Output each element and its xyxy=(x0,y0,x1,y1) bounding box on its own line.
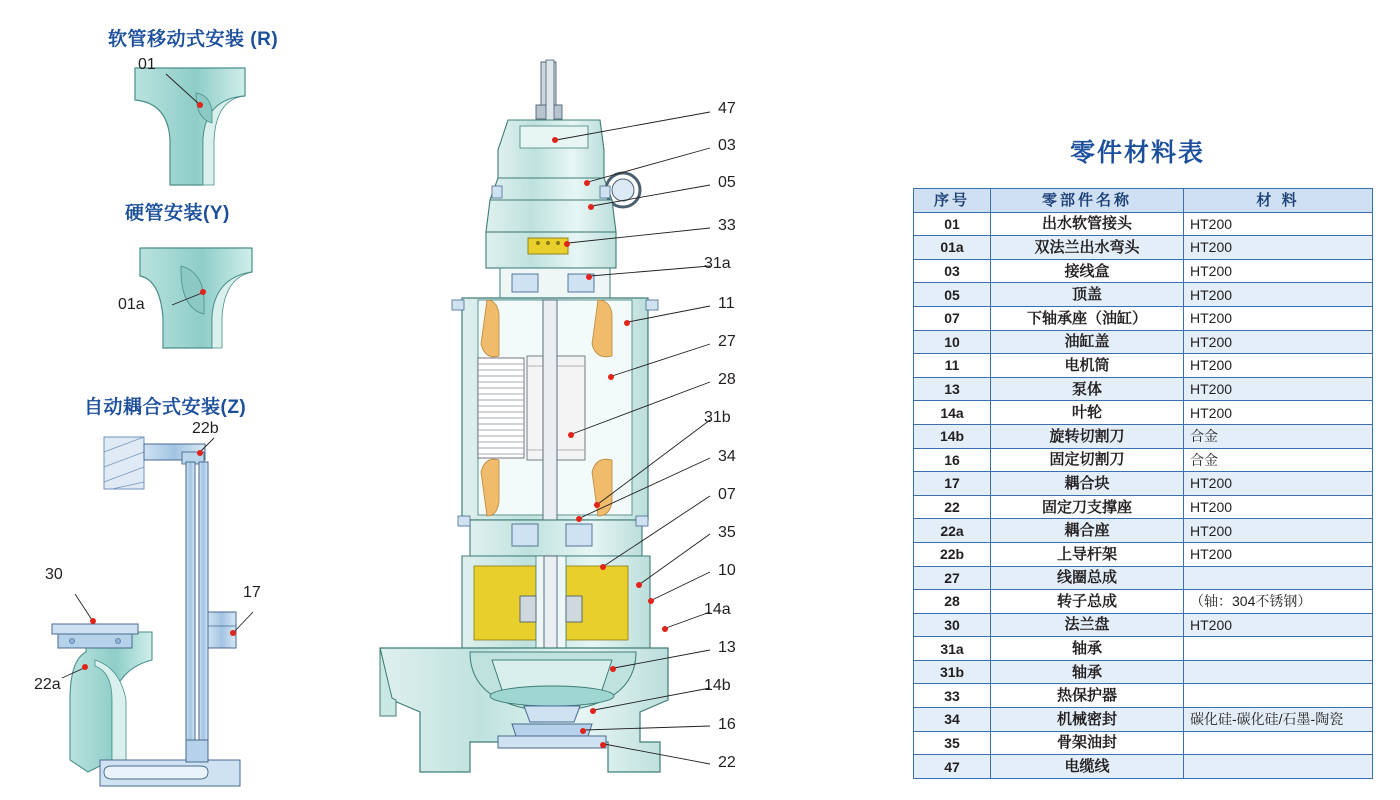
cell-no: 16 xyxy=(914,448,991,472)
table-row xyxy=(914,731,1373,755)
pump-callout-11: 11 xyxy=(718,295,735,312)
table-row xyxy=(914,660,1373,684)
table-row xyxy=(914,354,1373,378)
cell-material xyxy=(1184,637,1373,661)
cell-material: HT200 xyxy=(1184,542,1373,566)
cell-material: HT200 xyxy=(1184,401,1373,425)
pump-callout-47: 47 xyxy=(718,100,736,117)
table-row xyxy=(914,755,1373,779)
callout-22b: 22b xyxy=(192,420,219,437)
cell-material: HT200 xyxy=(1184,354,1373,378)
table-row xyxy=(914,495,1373,519)
pump-callout-22: 22 xyxy=(718,754,736,771)
cell-no: 11 xyxy=(914,354,991,378)
material-table xyxy=(913,188,1373,779)
table-row xyxy=(914,377,1373,401)
pump-callout-35: 35 xyxy=(718,524,736,541)
cell-material: HT200 xyxy=(1184,236,1373,260)
cell-material xyxy=(1184,566,1373,590)
installation-z-drawing xyxy=(52,437,253,786)
cell-name: 出水软管接头 xyxy=(991,212,1184,236)
cell-no: 35 xyxy=(914,731,991,755)
cell-no: 01a xyxy=(914,236,991,260)
table-row xyxy=(914,448,1373,472)
cell-material: （轴：304不锈钢） xyxy=(1184,590,1373,614)
table-row xyxy=(914,259,1373,283)
cell-no: 22a xyxy=(914,519,991,543)
cell-name: 轴承 xyxy=(991,637,1184,661)
cell-name: 固定切割刀 xyxy=(991,448,1184,472)
table-title: 零件材料表 xyxy=(1070,139,1206,167)
header-material: 材 料 xyxy=(1184,189,1373,213)
table-row xyxy=(914,542,1373,566)
table-row xyxy=(914,519,1373,543)
callout-30: 30 xyxy=(45,566,63,583)
table-row xyxy=(914,283,1373,307)
cell-material xyxy=(1184,660,1373,684)
cell-no: 10 xyxy=(914,330,991,354)
cell-no: 22b xyxy=(914,542,991,566)
table-row xyxy=(914,637,1373,661)
cell-material: 碳化硅-碳化硅/石墨-陶瓷 xyxy=(1184,708,1373,732)
pump-callout-13: 13 xyxy=(718,639,736,656)
cell-name: 电缆线 xyxy=(991,755,1184,779)
cell-name: 接线盒 xyxy=(991,259,1184,283)
callout-22a: 22a xyxy=(34,676,61,693)
pump-callout-31a: 31a xyxy=(704,255,731,272)
header-no: 序号 xyxy=(914,189,991,213)
cell-material: HT200 xyxy=(1184,330,1373,354)
cell-no: 47 xyxy=(914,755,991,779)
cell-name: 油缸盖 xyxy=(991,330,1184,354)
table-row xyxy=(914,236,1373,260)
pump-callout-28: 28 xyxy=(718,371,736,388)
cell-material xyxy=(1184,731,1373,755)
cell-name: 旋转切割刀 xyxy=(991,424,1184,448)
table-row xyxy=(914,613,1373,637)
cell-name: 线圈总成 xyxy=(991,566,1184,590)
cell-no: 05 xyxy=(914,283,991,307)
callout-01a: 01a xyxy=(118,296,145,313)
cell-name: 法兰盘 xyxy=(991,613,1184,637)
pump-callout-34: 34 xyxy=(718,448,736,465)
cell-name: 转子总成 xyxy=(991,590,1184,614)
cell-name: 骨架油封 xyxy=(991,731,1184,755)
installation-title-y: 硬管安装(Y) xyxy=(125,203,230,224)
pump-callout-31b: 31b xyxy=(704,409,731,426)
cell-name: 热保护器 xyxy=(991,684,1184,708)
pump-callout-14b: 14b xyxy=(704,677,731,694)
table-row xyxy=(914,684,1373,708)
table-row xyxy=(914,401,1373,425)
table-row xyxy=(914,708,1373,732)
pump-callout-10: 10 xyxy=(718,562,736,579)
cell-no: 14a xyxy=(914,401,991,425)
cell-name: 电机筒 xyxy=(991,354,1184,378)
callout-17: 17 xyxy=(243,584,261,601)
cell-material: HT200 xyxy=(1184,495,1373,519)
cell-no: 14b xyxy=(914,424,991,448)
cell-name: 轴承 xyxy=(991,660,1184,684)
cell-material: 合金 xyxy=(1184,424,1373,448)
cell-name: 机械密封 xyxy=(991,708,1184,732)
table-row xyxy=(914,472,1373,496)
pump-cross-section xyxy=(380,60,710,772)
cell-no: 30 xyxy=(914,613,991,637)
table-row xyxy=(914,566,1373,590)
installation-y-drawing xyxy=(140,248,252,348)
cell-no: 31b xyxy=(914,660,991,684)
installation-title-z: 自动耦合式安装(Z) xyxy=(84,397,247,418)
table-row xyxy=(914,590,1373,614)
cell-no: 03 xyxy=(914,259,991,283)
cell-name: 上导杆架 xyxy=(991,542,1184,566)
cell-no: 01 xyxy=(914,212,991,236)
cell-no: 07 xyxy=(914,306,991,330)
cell-no: 28 xyxy=(914,590,991,614)
callout-01: 01 xyxy=(138,56,156,73)
table-row xyxy=(914,306,1373,330)
cell-no: 13 xyxy=(914,377,991,401)
cell-no: 34 xyxy=(914,708,991,732)
table-row xyxy=(914,330,1373,354)
cell-name: 顶盖 xyxy=(991,283,1184,307)
pump-callout-03: 03 xyxy=(718,137,736,154)
cell-no: 17 xyxy=(914,472,991,496)
cell-no: 27 xyxy=(914,566,991,590)
cell-material xyxy=(1184,684,1373,708)
cell-name: 双法兰出水弯头 xyxy=(991,236,1184,260)
cell-material: 合金 xyxy=(1184,448,1373,472)
cell-material: HT200 xyxy=(1184,259,1373,283)
pump-callout-16: 16 xyxy=(718,716,736,733)
pump-callout-27: 27 xyxy=(718,333,736,350)
cell-name: 耦合座 xyxy=(991,519,1184,543)
installation-title-r: 软管移动式安装 (R) xyxy=(108,29,279,50)
pump-callout-07: 07 xyxy=(718,486,736,503)
cell-name: 下轴承座（油缸） xyxy=(991,306,1184,330)
cell-name: 泵体 xyxy=(991,377,1184,401)
cell-no: 31a xyxy=(914,637,991,661)
cell-material: HT200 xyxy=(1184,212,1373,236)
pump-callout-33: 33 xyxy=(718,217,736,234)
cell-no: 33 xyxy=(914,684,991,708)
table-header-row xyxy=(914,189,1373,213)
cell-name: 固定刀支撑座 xyxy=(991,495,1184,519)
pump-callout-14a: 14a xyxy=(704,601,731,618)
cell-name: 耦合块 xyxy=(991,472,1184,496)
table-row xyxy=(914,212,1373,236)
cell-name: 叶轮 xyxy=(991,401,1184,425)
header-name: 零部件名称 xyxy=(991,189,1184,213)
cell-material: HT200 xyxy=(1184,519,1373,543)
installation-r-drawing xyxy=(135,68,245,185)
cell-no: 22 xyxy=(914,495,991,519)
cell-material: HT200 xyxy=(1184,306,1373,330)
cell-material: HT200 xyxy=(1184,283,1373,307)
cell-material xyxy=(1184,755,1373,779)
cell-material: HT200 xyxy=(1184,377,1373,401)
table-row xyxy=(914,424,1373,448)
pump-callout-05: 05 xyxy=(718,174,736,191)
cell-material: HT200 xyxy=(1184,613,1373,637)
cell-material: HT200 xyxy=(1184,472,1373,496)
